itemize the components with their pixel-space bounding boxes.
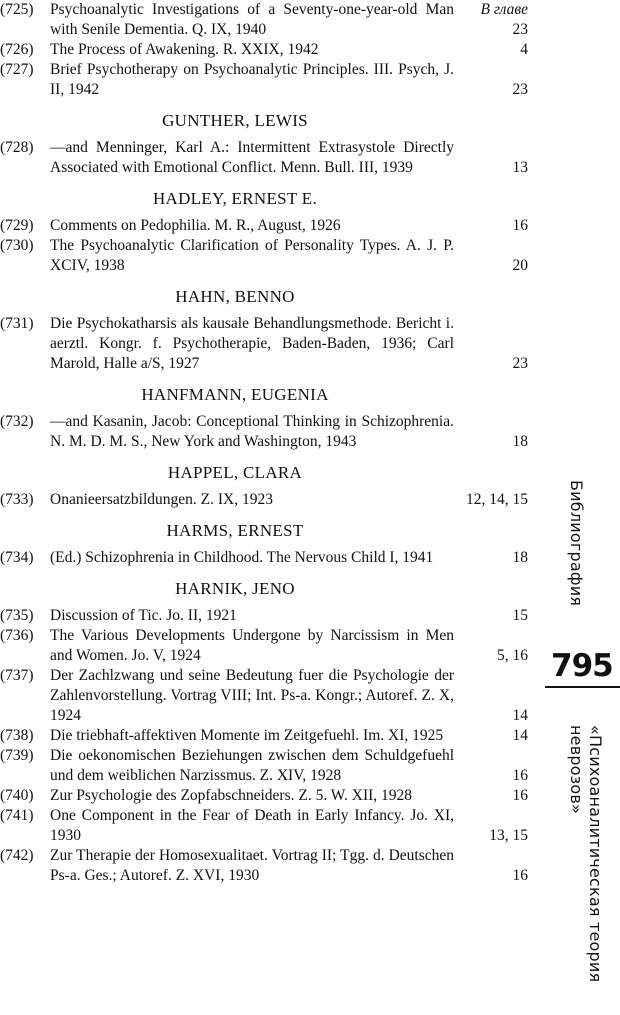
entry-number: (725) xyxy=(0,1,34,18)
entry-text: One Component in the Fear of Death in Early Infancy. Jo. XI, 1930 xyxy=(50,807,454,844)
entry-text: Die oekonomischen Beziehungen zwischen dem Schuldgefuehl und dem weiblichen Narzissmus. Z. XIV, 1928 xyxy=(50,747,454,784)
entry-number: (728) xyxy=(0,139,34,156)
entry-number: (741) xyxy=(0,807,34,824)
bibliography-entry xyxy=(0,490,530,510)
bibliography-entry xyxy=(0,138,530,178)
section-title: Библиография xyxy=(567,480,586,607)
entry-text: (Ed.) Schizophrenia in Childhood. The Nervous Child I, 1941 xyxy=(50,549,434,566)
entry-text: Die triebhaft-affektiven Momente im Zeitgefuehl. Im. XI, 1925 xyxy=(50,727,444,744)
page-number: 795 xyxy=(551,648,613,684)
entry-number: (733) xyxy=(0,491,34,508)
entry-chapter-ref: 15 xyxy=(512,607,528,624)
entry-number: (736) xyxy=(0,627,34,644)
entry-chapter-ref: 13 xyxy=(512,159,528,176)
entry-text: —and Menninger, Karl A.: Intermittent Extrasystole Directly Associated with Emotional Conflict. Menn. Bull. III, 1939 xyxy=(50,139,454,176)
entry-number: (726) xyxy=(0,41,34,58)
entry-chapter-ref: 4 xyxy=(520,41,528,58)
entry-number: (730) xyxy=(0,237,34,254)
entry-number: (731) xyxy=(0,315,34,332)
entry-text: Zur Psychologie des Zopfabschneiders. Z. 5. W. XII, 1928 xyxy=(50,787,413,804)
entry-text: Onanieersatzbildungen. Z. IX, 1923 xyxy=(50,491,273,508)
entry-chapter-ref: 5, 16 xyxy=(497,647,528,664)
entry-chapter-ref: 23 xyxy=(512,355,528,372)
entry-chapter-ref: 23 xyxy=(512,21,528,38)
entry-number: (737) xyxy=(0,667,34,684)
entry-number: (735) xyxy=(0,607,34,624)
bibliography-entry xyxy=(0,806,530,846)
bibliography-entry xyxy=(0,216,530,236)
page-sidebar xyxy=(545,0,620,1015)
entry-chapter-ref: 14 xyxy=(512,727,528,744)
entry-text: The Various Developments Undergone by Narcissism in Men and Women. Jo. V, 1924 xyxy=(50,627,454,664)
entry-text: The Psychoanalytic Clarification of Personality Types. A. J. P. XCIV, 1938 xyxy=(50,237,454,274)
entry-chapter-ref: 13, 15 xyxy=(489,827,528,844)
entry-chapter-ref: 18 xyxy=(512,549,528,566)
page-number-rule xyxy=(545,686,620,688)
bibliography-entry xyxy=(0,0,530,40)
author-heading: HADLEY, ERNEST E. xyxy=(152,189,318,208)
entry-text: Die Psychokatharsis als kausale Behandlungsmethode. Bericht i. aerztl. Kongr. f. Psychotherapie, Baden-Baden, 1936; Carl Marold, Halle a/S, 1927 xyxy=(50,315,454,372)
entry-text: Psychoanalytic Investigations of a Seventy-one-year-old Man with Senile Dementia. Q. IX, 1940 xyxy=(50,1,454,38)
entry-chapter-ref: 16 xyxy=(512,867,528,884)
entry-chapter-ref: 12, 14, 15 xyxy=(466,491,528,508)
bibliography-entry xyxy=(0,40,530,60)
entry-chapter-ref: 14 xyxy=(512,707,528,724)
bibliography-entry xyxy=(0,626,530,666)
entry-number: (729) xyxy=(0,217,34,234)
author-heading: HANFMANN, EUGENIA xyxy=(141,385,329,404)
entry-text: Comments on Pedophilia. M. R., August, 1926 xyxy=(50,217,341,234)
author-heading: GUNTHER, LEWIS xyxy=(162,111,308,130)
entry-chapter-ref: 20 xyxy=(512,257,528,274)
entry-chapter-ref: 16 xyxy=(512,767,528,784)
entry-text: Brief Psychotherapy on Psychoanalytic Principles. III. Psych, J. II, 1942 xyxy=(50,61,454,98)
author-heading: HAPPEL, CLARA xyxy=(167,463,303,482)
bibliography-entry xyxy=(0,314,530,374)
entry-chapter-ref: 16 xyxy=(512,787,528,804)
entry-number: (738) xyxy=(0,727,34,744)
bibliography-entry xyxy=(0,726,530,746)
bibliography-entry xyxy=(0,666,530,726)
bibliography-entry xyxy=(0,846,530,886)
author-heading: HAHN, BENNO xyxy=(175,287,295,306)
entry-chapter-ref: 23 xyxy=(512,81,528,98)
entry-chapter-ref: 18 xyxy=(512,433,528,450)
entry-number: (732) xyxy=(0,413,34,430)
bibliography-entry xyxy=(0,606,530,626)
entry-text: The Process of Awakening. R. XXIX, 1942 xyxy=(50,41,319,58)
entry-text: Discussion of Tic. Jo. II, 1921 xyxy=(50,607,237,624)
entry-text: Zur Therapie der Homosexualitaet. Vortrag II; Tgg. d. Deutschen Ps-a. Ges.; Autoref. Z. XVI, 1930 xyxy=(50,847,454,884)
entry-number: (727) xyxy=(0,61,34,78)
bibliography-entry xyxy=(0,236,530,276)
author-heading: HARMS, ERNEST xyxy=(166,521,304,540)
entry-text: —and Kasanin, Jacob: Conceptional Thinking in Schizophrenia. N. M. D. M. S., New York and Washington, 1943 xyxy=(50,413,454,450)
bibliography-entry xyxy=(0,746,530,786)
entry-number: (742) xyxy=(0,847,34,864)
bibliography-entry xyxy=(0,548,530,568)
bibliography-entry xyxy=(0,412,530,452)
bibliography-entry xyxy=(0,60,530,100)
bibliography-entry xyxy=(0,786,530,806)
entry-number: (734) xyxy=(0,549,34,566)
entry-number: (739) xyxy=(0,747,34,764)
entry-number: (740) xyxy=(0,787,34,804)
entry-text: Der Zachlzwang und seine Bedeutung fuer die Psychologie der Zahlenvorstellung. Vortrag VIII; Int. Ps-a. Kongr.; Autoref. Z. X, 1924 xyxy=(50,667,454,724)
book-title: «Психоаналитическая теория неврозов» xyxy=(567,725,605,983)
author-heading: HARNIK, JENO xyxy=(175,579,295,598)
chapter-ref-label: В главе xyxy=(480,1,528,18)
entry-chapter-ref: 16 xyxy=(512,217,528,234)
